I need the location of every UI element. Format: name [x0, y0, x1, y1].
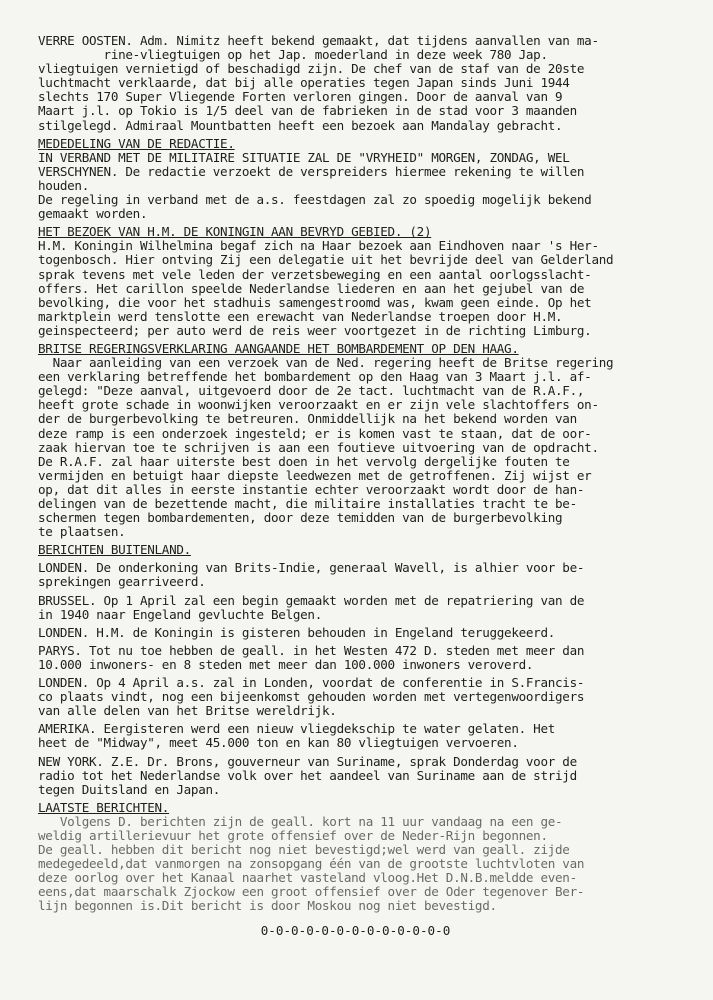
text-line: in 1940 naar Engeland gevluchte Belgen.	[38, 607, 323, 622]
text-line: De geall. hebben dit bericht nog niet bevestigd;wel werd van geall. zijde	[38, 843, 570, 858]
text-line: Maart j.l. op Tokio is 1/5 deel van de fabrieken in de stad voor 3 maanden	[38, 104, 577, 119]
text-line: medegedeeld,dat vanmorgen na zonsopgang één van de grootste luchtvloten van	[38, 857, 585, 872]
text-line: gelegd: "Deze aanval, uitgevoerd door de 2e tact. luchtmacht van de R.A.F.,	[38, 384, 585, 399]
article-section	[38, 722, 673, 750]
text-line: van alle delen van het Britse wereldrijk.	[38, 704, 337, 719]
text-line: luchtmacht verklaarde, dat bij alle operaties tegen Japan sinds Juni 1944	[38, 76, 570, 91]
text-line: tegen Duitsland en Japan.	[38, 782, 221, 797]
text-line: rine-vliegtuigen op het Jap. moederland in deze week 780 Jap.	[38, 48, 548, 63]
article-section	[38, 644, 673, 672]
text-line: deze oorlog over het Kanaal naarhet vasteland vloog.Het D.N.B.meldde even-	[38, 871, 577, 886]
text-line: LONDEN. De onderkoning van Brits-Indie, generaal Wavell, is alhier voor be-	[38, 561, 585, 576]
text-line: LONDEN. H.M. de Koningin is gisteren behouden in Engeland teruggekeerd.	[38, 625, 556, 640]
text-line: houden.	[38, 178, 89, 193]
text-line: op, dat dit alles in eerste instantie echter veroorzaakt wordt door de han-	[38, 482, 585, 497]
text-line: LONDEN. Op 4 April a.s. zal in Londen, voordat de conferentie in S.Francis-	[38, 676, 585, 691]
text-line: 10.000 inwoners- en 8 steden met meer dan 100.000 inwoners veroverd.	[38, 657, 534, 672]
text-line: bevolking, die voor het stadhuis samengestroomd was, kwam geen einde. Op het	[38, 295, 592, 310]
text-line: NEW YORK. Z.E. Dr. Brons, gouverneur van Suriname, sprak Donderdag voor de	[38, 754, 577, 769]
text-line: een verklaring betreffende het bombardement op den Haag van 3 Maart j.l. af-	[38, 370, 592, 385]
text-line: stilgelegd. Admiraal Mountbatten heeft een bezoek aan Mandalay gebracht.	[38, 118, 563, 133]
article-section	[38, 755, 673, 797]
text-line: marktplein werd tenslotte een erewacht van Nederlandse troepen door H.M.	[38, 309, 563, 324]
text-line: lijn begonnen is.Dit bericht is door Moskou nog niet bevestigd.	[38, 899, 497, 914]
text-line: De regeling in verband met de a.s. feestdagen zal zo spoedig mogelijk bekend	[38, 193, 592, 208]
article-section	[38, 801, 673, 914]
article-section	[38, 34, 673, 133]
section-heading: MEDEDELING VAN DE REDACTIE.	[38, 136, 235, 151]
section-heading: HET BEZOEK VAN H.M. DE KONINGIN AAN BEVRYD GEBIED. (2)	[38, 225, 432, 240]
text-line: vermijden en betuigt haar diepste leedwezen met de getroffenen. Zij wijst er	[38, 468, 592, 483]
text-line: radio tot het Nederlandse volk over het aandeel van Suriname aan de strijd	[38, 768, 577, 783]
text-line: slechts 170 Super Vliegende Forten verloren gingen. Door de aanval van 9	[38, 90, 563, 105]
section-heading: LAATSTE BERICHTEN.	[38, 800, 170, 815]
text-line: schermen tegen bombardementen, door deze temidden van de burgerbevolking	[38, 511, 563, 526]
text-line: VERRE OOSTEN. Adm. Nimitz heeft bekend gemaakt, dat tijdens aanvallen van ma-	[38, 34, 599, 48]
text-line: De R.A.F. zal haar uiterste best doen in het vervolg dergelijke fouten te	[38, 454, 570, 469]
article-section	[38, 676, 673, 718]
text-line: heet de "Midway", meet 45.000 ton en kan 80 vliegtuigen vervoeren.	[38, 736, 519, 751]
article-section	[38, 137, 673, 222]
text-line: sprak tevens met vele leden der verzetsbeweging en een aantal oorlogsslacht-	[38, 267, 592, 282]
section-heading: BRITSE REGERINGSVERKLARING AANGAANDE HET BOMBARDEMENT OP DEN HAAG.	[38, 341, 519, 356]
text-line: sprekingen gearriveerd.	[38, 575, 206, 590]
article-section	[38, 543, 673, 557]
text-line: heeft grote schade in woonwijken veroorzaakt en er zijn vele slachtoffers on-	[38, 398, 599, 413]
article-section	[38, 561, 673, 589]
article-section	[38, 594, 673, 622]
article-section	[38, 626, 673, 640]
text-line: AMERIKA. Eergisteren werd een nieuw vliegdekschip te water gelaten. Het	[38, 722, 556, 737]
text-line: Volgens D. berichten zijn de geall. kort na 11 uur vandaag na een ge-	[38, 814, 563, 829]
text-line: BRUSSEL. Op 1 April zal een begin gemaakt worden met de repatriering van de	[38, 593, 585, 608]
document-body	[38, 34, 673, 914]
text-line: togenbosch. Hier ontving Zij een delegatie uit het bevrijde deel van Gelderland	[38, 253, 614, 268]
text-line: geinspecteerd; per auto werd de reis weer voortgezet in de richting Limburg.	[38, 323, 592, 338]
text-line: gemaakt worden.	[38, 207, 148, 222]
text-line: weldig artillerievuur het grote offensief over de Neder-Rijn begonnen.	[38, 828, 548, 843]
text-line: delingen van de bezettende macht, die militaire installaties tracht te be-	[38, 497, 577, 511]
article-section	[38, 225, 673, 338]
text-line: der de burgerbevolking te betreuren. Onmiddellijk na het bekend worden van	[38, 412, 577, 427]
text-line: VERSCHYNEN. De redactie verzoekt de verspreiders hiermee rekening te willen	[38, 164, 585, 179]
footer-separator: 0-0-0-0-0-0-0-0-0-0-0-0-0	[260, 922, 451, 938]
text-line: zaak hiervan toe te schrijven is aan een foutieve uitvoering van de opdracht.	[38, 440, 599, 455]
text-line: PARYS. Tot nu toe hebben de geall. in het Westen 472 D. steden met meer dan	[38, 643, 585, 658]
section-heading: BERICHTEN BUITENLAND.	[38, 543, 191, 558]
text-line: te plaatsen.	[38, 525, 126, 540]
article-section	[38, 342, 673, 539]
text-line: offers. Het carillon speelde Nederlandse liederen en aan het gejubel van de	[38, 281, 585, 296]
text-line: co plaats vindt, nog een bijeenkomst gehouden worden met vertegenwoordigers	[38, 690, 585, 705]
text-line: IN VERBAND MET DE MILITAIRE SITUATIE ZAL DE "VRYHEID" MORGEN, ZONDAG, WEL	[38, 150, 570, 165]
text-line: Naar aanleiding van een verzoek van de Ned. regering heeft de Britse regering	[38, 356, 614, 371]
text-line: eens,dat maarschalk Zjockow een groot offensief over de Oder tegenover Ber-	[38, 885, 585, 900]
text-line: H.M. Koningin Wilhelmina begaf zich na Haar bezoek aan Eindhoven naar 's Her-	[38, 239, 599, 254]
text-line: deze ramp is een onderzoek ingesteld; er is komen vast te staan, dat de oor-	[38, 426, 592, 441]
text-line: vliegtuigen vernietigd of beschadigd zijn. De chef van de staf van de 20ste	[38, 62, 585, 77]
